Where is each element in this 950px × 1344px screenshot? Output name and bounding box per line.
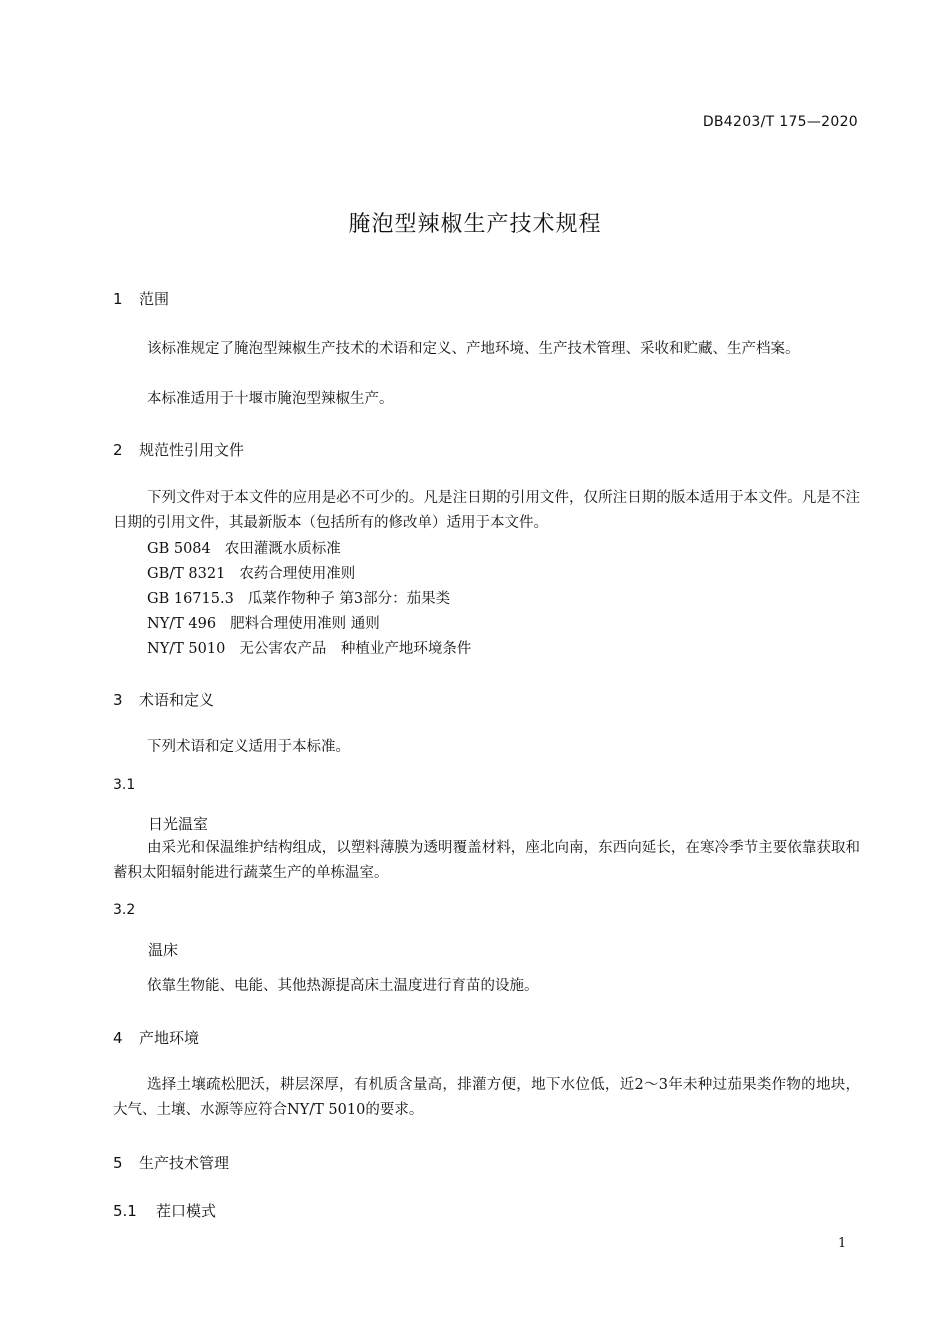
section-3-paragraph-1: 下列术语和定义适用于本标准。	[147, 739, 350, 755]
reference-name: 瓜菜作物种子 第3部分：茄果类	[247, 591, 451, 607]
reference-code: GB/T 8321	[147, 566, 226, 582]
section-title: 范围	[139, 290, 170, 308]
section-2-paragraph-1: 下列文件对于本文件的应用是必不可少的。凡是注日期的引用文件，仅所注日期的版本适用于本文件。凡是不注日期的引用文件，其最新版本（包括所有的修改单）适用于本文件。	[113, 490, 860, 531]
section-1-heading	[113, 288, 169, 309]
reference-code: GB 16715.3	[147, 591, 234, 607]
reference-item	[147, 537, 341, 558]
section-4-heading	[113, 1027, 199, 1048]
reference-item	[147, 612, 380, 633]
term-name: 温床	[148, 941, 179, 959]
term-number: 3.2	[113, 902, 136, 918]
section-number: 2	[113, 441, 123, 459]
reference-code: GB 5084	[147, 541, 211, 557]
reference-name: 农田灌溉水质标准	[224, 541, 341, 557]
subsection-number: 5.1	[113, 1202, 137, 1220]
term-definition: 依靠生物能、电能、其他热源提高床土温度进行育苗的设施。	[147, 978, 539, 994]
section-3-heading	[113, 689, 214, 710]
section-5-heading	[113, 1152, 229, 1173]
section-number: 5	[113, 1154, 123, 1172]
term-definition: 由采光和保温维护结构组成，以塑料薄膜为透明覆盖材料，座北向南，东西向延长，在寒冷季节主要依靠获取和蓄积太阳辐射能进行蔬菜生产的单栋温室。	[113, 840, 860, 881]
reference-code: NY/T 5010	[147, 641, 226, 657]
term-number: 3.1	[113, 777, 136, 793]
reference-name: 农药合理使用准则	[239, 566, 356, 582]
document-title: 腌泡型辣椒生产技术规程	[348, 212, 602, 237]
section-title: 规范性引用文件	[139, 441, 245, 459]
section-title: 术语和定义	[139, 691, 215, 709]
reference-name: 肥料合理使用准则 通则	[230, 616, 380, 632]
subsection-title: 茬口模式	[156, 1202, 217, 1220]
standard-code: DB4203/T 175—2020	[702, 114, 858, 130]
section-number: 1	[113, 290, 123, 308]
section-title: 产地环境	[139, 1029, 200, 1047]
reference-item	[147, 562, 355, 583]
section-number: 3	[113, 691, 123, 709]
section-1-paragraph-1: 该标准规定了腌泡型辣椒生产技术的术语和定义、产地环境、生产技术管理、采收和贮藏、生产档案。	[147, 341, 800, 357]
reference-item	[147, 637, 471, 658]
section-title: 生产技术管理	[139, 1154, 230, 1172]
section-4-paragraph-1: 选择土壤疏松肥沃，耕层深厚，有机质含量高，排灌方便，地下水位低，近2～3年未种过茄果类作物的地块，大气、土壤、水源等应符合NY/T 5010的要求。	[113, 1077, 860, 1118]
section-1-paragraph-2: 本标准适用于十堰市腌泡型辣椒生产。	[147, 391, 394, 407]
subsection-5-1-heading	[113, 1200, 216, 1221]
section-number: 4	[113, 1029, 123, 1047]
term-name: 日光温室	[148, 815, 209, 833]
reference-code: NY/T 496	[147, 616, 217, 632]
reference-item	[147, 587, 450, 608]
reference-name: 无公害农产品 种植业产地环境条件	[239, 641, 472, 657]
page-number: 1	[838, 1236, 847, 1251]
section-2-heading	[113, 439, 244, 460]
